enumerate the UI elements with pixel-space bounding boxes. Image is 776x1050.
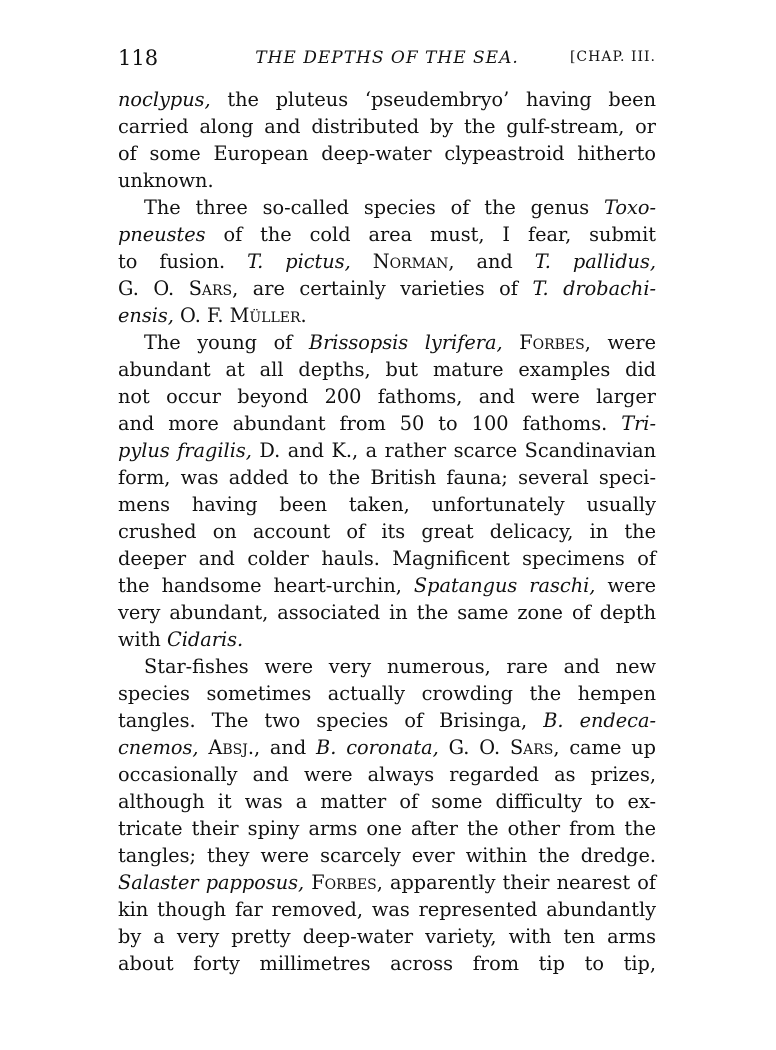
plain-text: were — [595, 574, 656, 597]
text-line — [118, 356, 656, 383]
text-line — [118, 950, 656, 977]
italic-text: noclypus, — [118, 88, 211, 111]
plain-text: deeper and colder hauls. Magnificent specimens of — [118, 547, 656, 570]
text-line — [118, 707, 656, 734]
italic-text: Tri- — [621, 412, 656, 435]
smallcaps-text: Forbes — [311, 871, 377, 894]
plain-text: kin though far removed, was represented abundantly — [118, 898, 656, 921]
text-line — [118, 842, 656, 869]
plain-text: , and — [448, 250, 535, 273]
italic-text: pneustes — [118, 223, 206, 246]
text-line — [118, 599, 656, 626]
plain-text: The young of — [144, 331, 309, 354]
plain-text: G. O. — [118, 277, 189, 300]
italic-text: Spatangus raschi, — [413, 574, 596, 597]
italic-text: T. drobachi- — [532, 277, 657, 300]
italic-text: B. coronata, — [316, 736, 439, 759]
plain-text: O. F. — [173, 304, 230, 327]
running-header — [118, 46, 656, 74]
smallcaps-text: Sars — [188, 277, 233, 300]
body-text — [118, 86, 656, 977]
plain-text: and more abundant from 50 to 100 fathoms. — [118, 412, 622, 435]
text-line — [118, 923, 656, 950]
text-line — [118, 329, 656, 356]
plain-text: although it was a matter of some difficulty to ex- — [118, 790, 656, 813]
plain-text: G. O. — [438, 736, 510, 759]
plain-text: , were — [584, 331, 656, 354]
plain-text: with — [118, 628, 167, 651]
plain-text: of some European deep-water clypeastroid hitherto — [118, 142, 656, 165]
text-line — [118, 761, 656, 788]
smallcaps-text: Norman — [372, 250, 449, 273]
text-line — [118, 653, 656, 680]
plain-text: , apparently their nearest of — [376, 871, 656, 894]
italic-text: B. endeca- — [543, 709, 656, 732]
running-title: THE DEPTHS OF THE SEA. — [255, 48, 519, 68]
text-line — [118, 410, 656, 437]
plain-text: of the cold area must, I fear, submit — [205, 223, 656, 246]
plain-text: to fusion. — [118, 250, 248, 273]
text-line — [118, 518, 656, 545]
text-line — [118, 113, 656, 140]
italic-text: T. pallidus, — [534, 250, 657, 273]
text-line — [118, 302, 656, 329]
page-number: 118 — [118, 46, 159, 70]
plain-text: very abundant, associated in the same zone of depth — [118, 601, 656, 624]
text-line — [118, 275, 656, 302]
text-line — [118, 491, 656, 518]
text-line — [118, 572, 656, 599]
plain-text: tangles. The two species of Brisinga, — [118, 709, 544, 732]
smallcaps-text: Forbes — [519, 331, 585, 354]
text-line — [118, 86, 656, 113]
plain-text: about forty millimetres across from tip to tip, — [118, 952, 656, 975]
italic-text: Brissopsis lyrifera, — [308, 331, 503, 354]
italic-text: ensis, — [118, 304, 174, 327]
plain-text: by a very pretty deep-water variety, with ten arms — [118, 925, 656, 948]
smallcaps-text: Absj. — [208, 736, 254, 759]
plain-text: occasionally and were always regarded as prizes, — [118, 763, 656, 786]
text-line — [118, 194, 656, 221]
plain-text — [503, 331, 520, 354]
italic-text: Cidaris. — [166, 628, 244, 651]
plain-text: carried along and distributed by the gulf-stream, or — [118, 115, 656, 138]
italic-text: Salaster papposus, — [118, 871, 305, 894]
text-line — [118, 788, 656, 815]
plain-text: , and — [253, 736, 317, 759]
text-line — [118, 896, 656, 923]
italic-text: Toxo- — [604, 196, 656, 219]
text-line — [118, 545, 656, 572]
smallcaps-text: Müller — [229, 304, 301, 327]
plain-text: tangles; they were scarcely ever within the dredge. — [118, 844, 656, 867]
italic-text: T. pictus, — [247, 250, 351, 273]
plain-text: The three so-called species of the genus — [144, 196, 605, 219]
text-line — [118, 734, 656, 761]
text-line — [118, 140, 656, 167]
text-line — [118, 221, 656, 248]
plain-text — [199, 736, 209, 759]
text-line — [118, 815, 656, 842]
text-line — [118, 626, 656, 653]
plain-text: tricate their spiny arms one after the other from the — [118, 817, 656, 840]
plain-text: , are certainly varieties of — [232, 277, 533, 300]
text-line — [118, 167, 656, 194]
plain-text: D. and K., a rather scarce Scandinavian — [251, 439, 656, 462]
plain-text — [351, 250, 373, 273]
plain-text: species sometimes actually crowding the hempen — [118, 682, 656, 705]
text-line — [118, 437, 656, 464]
text-line — [118, 680, 656, 707]
plain-text: unknown. — [118, 169, 214, 192]
plain-text: not occur beyond 200 fathoms, and were larger — [118, 385, 656, 408]
plain-text: mens having been taken, unfortunately usually — [118, 493, 656, 516]
plain-text: Star-fishes were very numerous, rare and new — [144, 655, 656, 678]
plain-text: the handsome heart-urchin, — [118, 574, 414, 597]
plain-text: abundant at all depths, but mature examples did — [118, 358, 656, 381]
text-line — [118, 464, 656, 491]
text-line — [118, 869, 656, 896]
smallcaps-text: Sars — [509, 736, 554, 759]
italic-text: cnemos, — [118, 736, 199, 759]
plain-text: , came up — [553, 736, 656, 759]
italic-text: pylus fragilis, — [118, 439, 252, 462]
text-line — [118, 248, 656, 275]
plain-text: crushed on account of its great delicacy, in the — [118, 520, 656, 543]
text-line — [118, 383, 656, 410]
plain-text: form, was added to the British fauna; several speci- — [118, 466, 656, 489]
plain-text: . — [300, 304, 307, 327]
chapter-label: [CHAP. III. — [569, 49, 656, 65]
plain-text: the pluteus ‘pseudembryo’ having been — [210, 88, 656, 111]
